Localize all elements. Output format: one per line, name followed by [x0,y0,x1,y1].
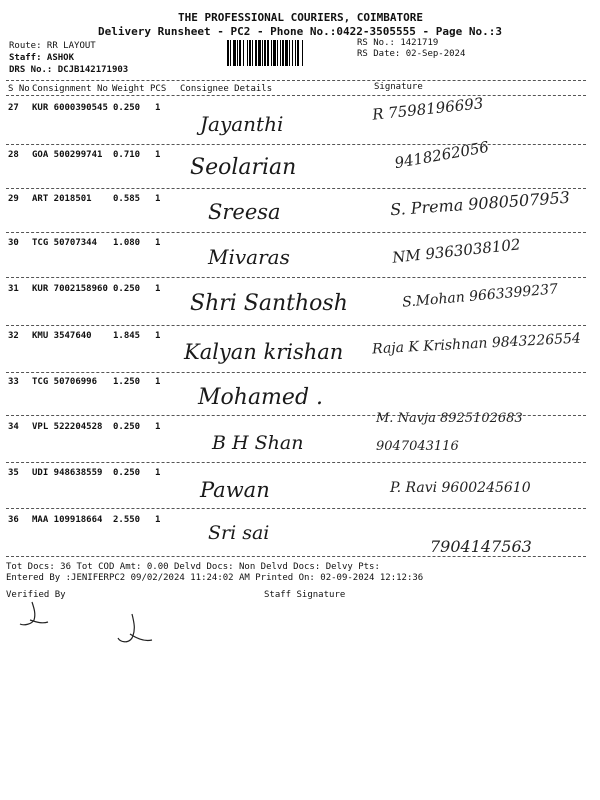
row-weight: 1.845 [113,331,141,341]
route-label: Route: RR LAYOUT [9,41,96,51]
header-bottom-rule [6,95,586,96]
runsheet-title: Delivery Runsheet - PC2 - Phone No.:0422-3505555 - Page No.:3 [98,25,502,38]
entered-by-line: Entered By :JENIFERPC2 09/02/2024 11:24:02 AM Printed On: 02-09-2024 12:12:36 [6,573,424,583]
row-pcs: 1 [155,422,161,432]
row-weight: 2.550 [113,515,141,525]
row-divider [6,232,586,233]
company-title: THE PROFESSIONAL COURIERS, COIMBATORE [178,11,424,24]
consignee-handwriting: Seolarian [190,155,297,180]
row-sno: 31 [8,284,19,294]
consignee-handwriting: B H Shan [212,432,304,454]
consignee-handwriting: Shri Santhosh [190,291,348,316]
signature-handwriting: R 7598196693 [371,94,485,124]
consignee-handwriting: Sreesa [208,200,281,224]
consignee-handwriting: Mivaras [208,245,290,269]
signature-handwriting: M. Navja 8925102683 9047043116 [376,411,523,454]
row-divider [6,277,586,278]
col-consignee: Consignee Details [180,84,273,94]
row-sno: 33 [8,377,19,387]
row-divider [6,144,586,145]
row-consignment: TCG 50706996 [32,377,98,387]
row-consignment: KUR 7002158960 [32,284,108,294]
row-divider [6,556,586,557]
signature-handwriting: S.Mohan 9663399237 [401,281,559,311]
row-weight: 0.710 [113,150,141,160]
signature-handwriting: 9418262056 [393,137,491,173]
row-weight: 0.585 [113,194,141,204]
signature-handwriting: P. Ravi 9600245610 [390,480,531,496]
barcode [227,40,354,66]
row-consignment: MAA 109918664 [32,515,103,525]
row-sno: 34 [8,422,19,432]
staff-signature-label: Staff Signature [264,590,346,600]
row-pcs: 1 [155,515,161,525]
row-consignment: UDI 948638559 [32,468,103,478]
row-sno: 30 [8,238,19,248]
col-pcs: PCS [150,84,167,94]
row-consignment: GOA 500299741 [32,150,103,160]
row-weight: 1.250 [113,377,141,387]
drs-number: DRS No.: DCJB142171903 [9,65,129,75]
row-consignment: VPL 522204528 [32,422,103,432]
col-weight: Weight [112,84,145,94]
row-weight: 0.250 [113,284,141,294]
row-consignment: KMU 3547640 [32,331,92,341]
signature-handwriting: NM 9363038102 [391,235,522,267]
row-pcs: 1 [155,150,161,160]
row-consignment: TCG 50707344 [32,238,98,248]
row-divider [6,325,586,326]
row-pcs: 1 [155,238,161,248]
row-pcs: 1 [155,103,161,113]
consignee-handwriting: Sri sai [208,522,270,544]
consignee-handwriting: Mohamed . [198,385,324,410]
col-sno: S No [8,84,30,94]
consignee-handwriting: Kalyan krishan [184,340,344,364]
col-consignment: Consignment No [32,84,108,94]
staff-label: Staff: ASHOK [9,53,75,63]
totals-line: Tot Docs: 36 Tot COD Amt: 0.00 Delvd Docs: Non Delvd Docs: Delvy Pts: [6,562,380,572]
verified-by-label: Verified By [6,590,66,600]
row-sno: 27 [8,103,19,113]
row-weight: 1.080 [113,238,141,248]
row-weight: 0.250 [113,422,141,432]
signature-handwriting: 7904147563 [430,537,532,556]
rs-number: RS No.: 1421719 [357,38,439,48]
col-signature: Signature [374,82,423,92]
header-top-rule [6,80,586,81]
row-sno: 36 [8,515,19,525]
signature-handwriting: S. Prema 9080507953 [389,187,571,220]
row-pcs: 1 [155,468,161,478]
signature-handwriting: Raja K Krishnan 9843226554 [371,330,582,358]
staff-signature-mark [110,612,154,648]
row-consignment: ART 2018501 [32,194,92,204]
rs-date: RS Date: 02-Sep-2024 [357,49,466,59]
consignee-handwriting: Pawan [200,478,270,502]
row-sno: 29 [8,194,19,204]
row-divider [6,508,586,509]
row-sno: 28 [8,150,19,160]
row-weight: 0.250 [113,468,141,478]
row-sno: 35 [8,468,19,478]
row-divider [6,188,586,189]
consignee-handwriting: Jayanthi [200,112,284,136]
row-pcs: 1 [155,194,161,204]
row-divider [6,372,586,373]
row-pcs: 1 [155,377,161,387]
row-weight: 0.250 [113,103,141,113]
row-pcs: 1 [155,284,161,294]
row-divider [6,462,586,463]
verifier-signature-mark [12,600,52,630]
row-pcs: 1 [155,331,161,341]
row-sno: 32 [8,331,19,341]
row-consignment: KUR 6000390545 [32,103,108,113]
